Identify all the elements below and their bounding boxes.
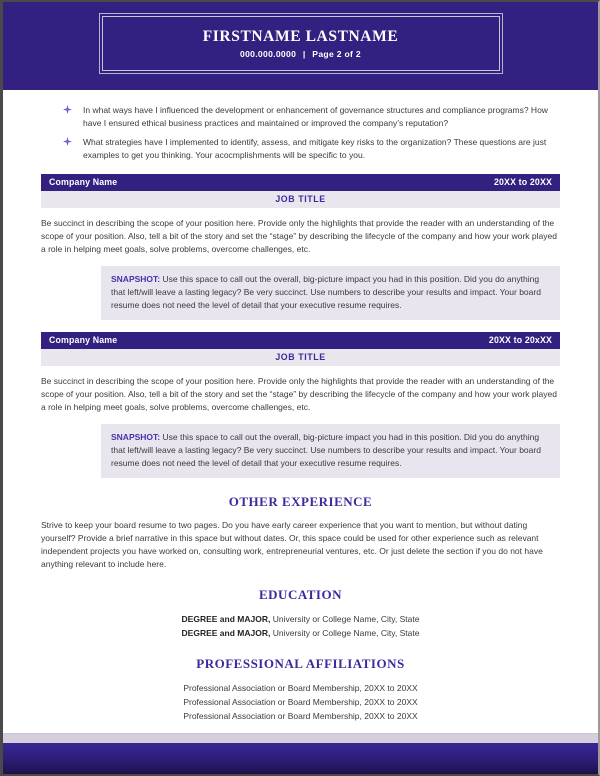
snapshot-text: Use this space to call out the overall, big-picture impact you had in this position. Did you do anything that left/will leave a lasting legacy? Be very succinct. Use numbers to describe your results and impact. Your board resume does not need the level of detail that your executive resume requires. xyxy=(111,431,541,468)
section-heading: EDUCATION xyxy=(259,586,342,602)
snapshot-callout xyxy=(101,266,560,320)
snapshot-label: SNAPSHOT: xyxy=(111,431,161,442)
experience-entry xyxy=(41,174,560,320)
document-body xyxy=(3,104,598,724)
list-item xyxy=(41,613,560,627)
other-experience-section xyxy=(41,494,560,571)
four-point-star-icon xyxy=(63,137,72,146)
page-footer xyxy=(3,733,598,774)
list-item xyxy=(63,136,560,162)
footer-brand-band xyxy=(3,743,598,774)
snapshot-callout xyxy=(101,424,560,478)
section-heading: OTHER EXPERIENCE xyxy=(228,493,373,509)
bullet-text: In what ways have I influenced the development or enhancement of governance structures and compliance programs? How have I ensured ethical business practices and maintained or improved the company’s reputation? xyxy=(83,105,548,128)
employment-dates: 20XX to 20xXX xyxy=(488,335,552,346)
header-separator: | xyxy=(302,49,306,60)
job-description: Be succinct in describing the scope of your position here. Provide only the highlights that provide the reader with an understanding of the scope of your position. Also, tell a bit of the story and set the “stage” by describing the lifecycle of the company and how your work played a role in helping meet goals, solve problems, overcome challenges, etc. xyxy=(41,217,557,254)
job-title-bar xyxy=(41,191,560,208)
other-experience-paragraph: Strive to keep your board resume to two pages. Do you have early career experience that you want to mention, but without dating yourself? Provide a brief narrative in this space but without dates. Or, this space could be used for other experience such as relevant independent projects you have worked on, consulting work, entrepreneurial ventures, etc. Or just delete the section if you do not have anything relevant to include here. xyxy=(41,519,543,569)
company-header-bar xyxy=(41,174,560,191)
company-name: Company Name xyxy=(49,177,118,188)
affiliations-section xyxy=(41,656,560,723)
experience-entry xyxy=(41,332,560,478)
job-title-bar xyxy=(41,349,560,366)
snapshot-label: SNAPSHOT: xyxy=(111,273,161,284)
employment-dates: 20XX to 20XX xyxy=(493,177,552,188)
job-title: JOB TITLE xyxy=(275,194,326,205)
education-list xyxy=(41,613,560,641)
header-contact-line xyxy=(240,49,361,59)
phone-number: 000.000.0000 xyxy=(240,49,297,60)
school-label: University or College Name, City, State xyxy=(270,613,420,624)
candidate-name: FIRSTNAME LASTNAME xyxy=(202,27,399,45)
list-item: Professional Association or Board Membership, 20XX to 20XX xyxy=(183,697,418,708)
degree-label: DEGREE and MAJOR, xyxy=(181,627,271,638)
affiliations-list xyxy=(41,682,560,723)
list-item: Professional Association or Board Membership, 20XX to 20XX xyxy=(183,710,418,721)
page-header xyxy=(3,2,598,90)
job-title: JOB TITLE xyxy=(275,352,326,363)
section-heading: PROFESSIONAL AFFILIATIONS xyxy=(196,656,405,672)
list-item: Professional Association or Board Membership, 20XX to 20XX xyxy=(183,683,418,694)
header-title-box xyxy=(102,16,500,71)
page-number-label: Page 2 of 2 xyxy=(312,49,361,60)
bullet-text: What strategies have I implemented to identify, assess, and mitigate key risks to the organization? These questions are just examples to get you thinking. Your acocmplishments will be specific to you. xyxy=(83,136,547,160)
snapshot-text: Use this space to call out the overall, big-picture impact you had in this position. Did you do anything that left/will leave a lasting legacy? Be very succinct. Use numbers to describe your results and impact. Your board resume does not need the level of detail that your executive resume requires. xyxy=(111,273,541,310)
list-item xyxy=(41,627,560,641)
four-point-star-icon xyxy=(63,105,72,114)
school-label: University or College Name, City, State xyxy=(270,627,420,638)
company-name: Company Name xyxy=(49,335,118,346)
company-header-bar xyxy=(41,332,560,349)
footer-accent-band xyxy=(3,733,598,743)
question-bullet-list xyxy=(41,104,560,162)
degree-label: DEGREE and MAJOR, xyxy=(181,613,271,624)
job-description: Be succinct in describing the scope of your position here. Provide only the highlights that provide the reader with an understanding of the scope of your position. Also, tell a bit of the story and set the “stage” by describing the lifecycle of the company and how your work played a role in helping meet goals, solve problems, overcome challenges, etc. xyxy=(41,375,557,412)
list-item xyxy=(63,104,560,130)
education-section xyxy=(41,587,560,641)
